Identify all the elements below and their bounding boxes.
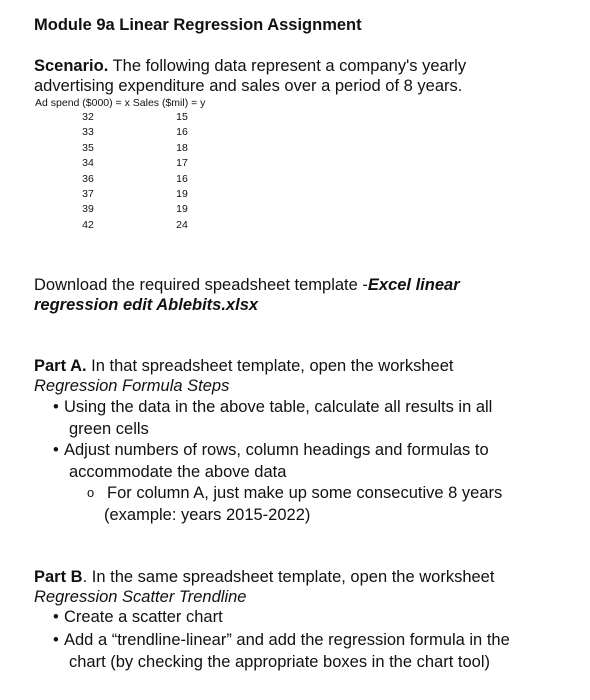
part-a-sub-bullet-line-1: For column A, just make up some consecutive 8 years — [107, 484, 503, 502]
part-a-bullet-1-dot: • — [53, 398, 59, 416]
part-b-bullet-2-line-2: chart (by checking the appropriate boxes in the chart tool) — [69, 653, 490, 671]
scenario-line-1 — [34, 56, 466, 77]
table-row — [0, 126, 300, 142]
table-row — [0, 173, 300, 189]
part-a-worksheet: Regression Formula Steps — [34, 377, 230, 395]
sales-cell: 16 — [176, 172, 188, 185]
part-a-sub-bullet-marker: o — [87, 485, 95, 500]
sales-cell: 19 — [176, 203, 188, 216]
sales-cell: 15 — [176, 111, 188, 123]
ad-spend-cell: 35 — [82, 141, 94, 154]
ad-spend-cell: 32 — [82, 111, 94, 123]
download-text: Download the required speadsheet template - — [34, 276, 368, 294]
table-row — [0, 188, 300, 204]
part-b-text: . In the same spreadsheet template, open the worksheet — [82, 568, 495, 586]
part-a-label: Part A. — [34, 357, 87, 375]
ad-spend-cell: 36 — [82, 172, 94, 185]
part-a-bullet-1-line-2: green cells — [69, 420, 149, 438]
ad-spend-cell: 33 — [82, 126, 94, 139]
sales-cell: 16 — [176, 126, 188, 139]
part-b-bullet-1-dot: • — [53, 608, 59, 626]
table-row — [0, 111, 300, 127]
ad-spend-cell: 37 — [82, 188, 94, 200]
part-a-line-1 — [34, 356, 453, 377]
part-a-bullet-2-dot: • — [53, 441, 59, 459]
ad-spend-cell: 34 — [82, 157, 94, 170]
table-row — [0, 142, 300, 158]
table-header: Ad spend ($000) = x Sales ($mil) = y — [35, 97, 206, 109]
part-b-label: Part B — [34, 568, 83, 586]
sales-cell: 17 — [176, 157, 188, 170]
part-a-bullet-2-line-1: Adjust numbers of rows, column headings and formulas to — [64, 441, 489, 459]
download-line-1 — [34, 275, 460, 296]
table-row — [0, 157, 300, 173]
sales-cell: 24 — [176, 218, 188, 231]
table-row — [0, 203, 300, 219]
ad-spend-cell: 42 — [82, 218, 94, 231]
part-b-bullet-2-line-1: Add a “trendline-linear” and add the regression formula in the — [64, 631, 510, 649]
part-a-bullet-1-line-1: Using the data in the above table, calculate all results in all — [64, 398, 493, 416]
part-a-bullet-2-line-2: accommodate the above data — [69, 463, 287, 481]
part-b-worksheet: Regression Scatter Trendline — [34, 588, 247, 606]
part-b-bullet-1-line-1: Create a scatter chart — [64, 608, 223, 626]
download-file-part-1: Excel linear — [367, 276, 460, 294]
part-a-text: In that spreadsheet template, open the worksheet — [86, 357, 454, 375]
scenario-label: Scenario. — [34, 57, 109, 75]
scenario-line-2: advertising expenditure and sales over a period of 8 years. — [34, 77, 463, 95]
sales-cell: 18 — [176, 141, 188, 154]
part-a-sub-bullet-line-2: (example: years 2015-2022) — [104, 506, 311, 524]
ad-spend-cell: 39 — [82, 203, 94, 216]
document-title: Module 9a Linear Regression Assignment — [34, 16, 362, 34]
part-b-bullet-2-dot: • — [53, 631, 59, 649]
download-file-part-2: regression edit Ablebits.xlsx — [34, 296, 259, 314]
scenario-text-1: The following data represent a company's yearly — [108, 57, 467, 75]
sales-cell: 19 — [176, 188, 188, 200]
table-row — [0, 219, 300, 235]
part-b-line-1 — [34, 567, 494, 588]
